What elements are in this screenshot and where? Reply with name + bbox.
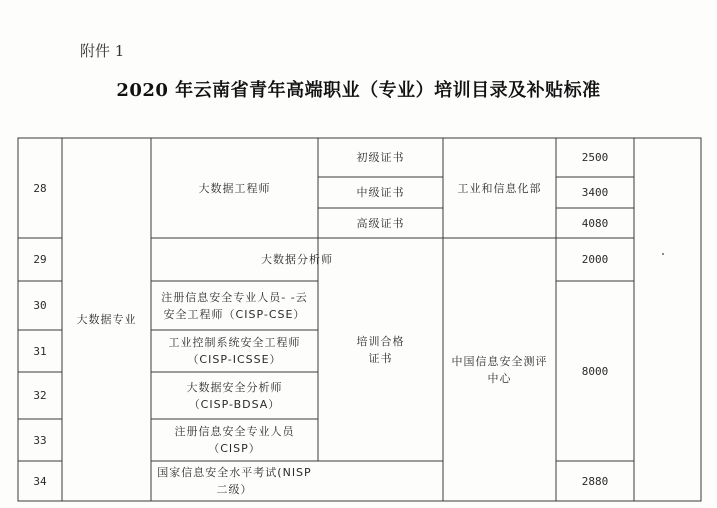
course-name-line: 安全工程师（CISP-CSE） [163,307,306,321]
issuer-cell: 工业和信息化部 [457,181,542,195]
certificate-cell: 高级证书 [356,216,405,230]
subsidy-cell: 3400 [581,186,609,199]
category-cell: 大数据专业 [76,313,137,326]
course-name [151,281,318,330]
row-number: 33 [33,433,47,447]
course-name [151,330,318,372]
certificate-line: 证书 [368,351,393,365]
subsidy-cell: 2500 [581,151,609,164]
certificate-cell: 初级证书 [356,151,405,164]
subsidy-cell: 8000 [581,364,609,378]
course-name-line: 注册信息安全专业人员 [174,425,295,438]
document-title: 2020 年云南省青年高端职业（专业）培训目录及补贴标准 [116,80,601,101]
attachment-label: 附件 1 [80,42,125,60]
course-name [151,461,318,501]
subsidy-cell: 2000 [581,253,609,266]
subsidy-cell: 4080 [581,216,609,230]
row-number: 34 [33,474,47,488]
course-name-line: 国家信息安全水平考试(NISP [157,466,312,479]
course-name [151,372,318,419]
scan-speck [662,253,664,255]
row-number: 30 [33,299,47,312]
course-name-line: 注册信息安全专业人员- -云 [161,290,308,304]
issuer-cell [443,238,556,501]
row-number: 31 [33,344,47,358]
row-number: 32 [33,389,47,402]
course-name-line: 大数据安全分析师 [186,380,283,394]
certificate-cell [318,238,443,461]
course-name-line: （CISP-ICSSE） [187,353,282,366]
course-name [151,419,318,461]
course-name-line: 工业控制系统安全工程师 [168,336,301,349]
issuer-line: 中国信息安全测评 [451,354,548,368]
subsidy-cell: 2880 [581,474,609,488]
course-name: 大数据工程师 [198,181,271,195]
row-number: 29 [33,253,47,266]
course-name: 大数据分析师 [261,253,333,266]
course-name-line: （CISP） [208,442,261,455]
certificate-line: 培训合格 [356,334,405,348]
course-name-line: 二级） [216,483,253,496]
course-name-line: （CISP-BDSA） [188,397,281,411]
issuer-line: 中心 [487,371,512,385]
certificate-cell: 中级证书 [356,186,405,199]
row-number: 28 [33,181,47,195]
